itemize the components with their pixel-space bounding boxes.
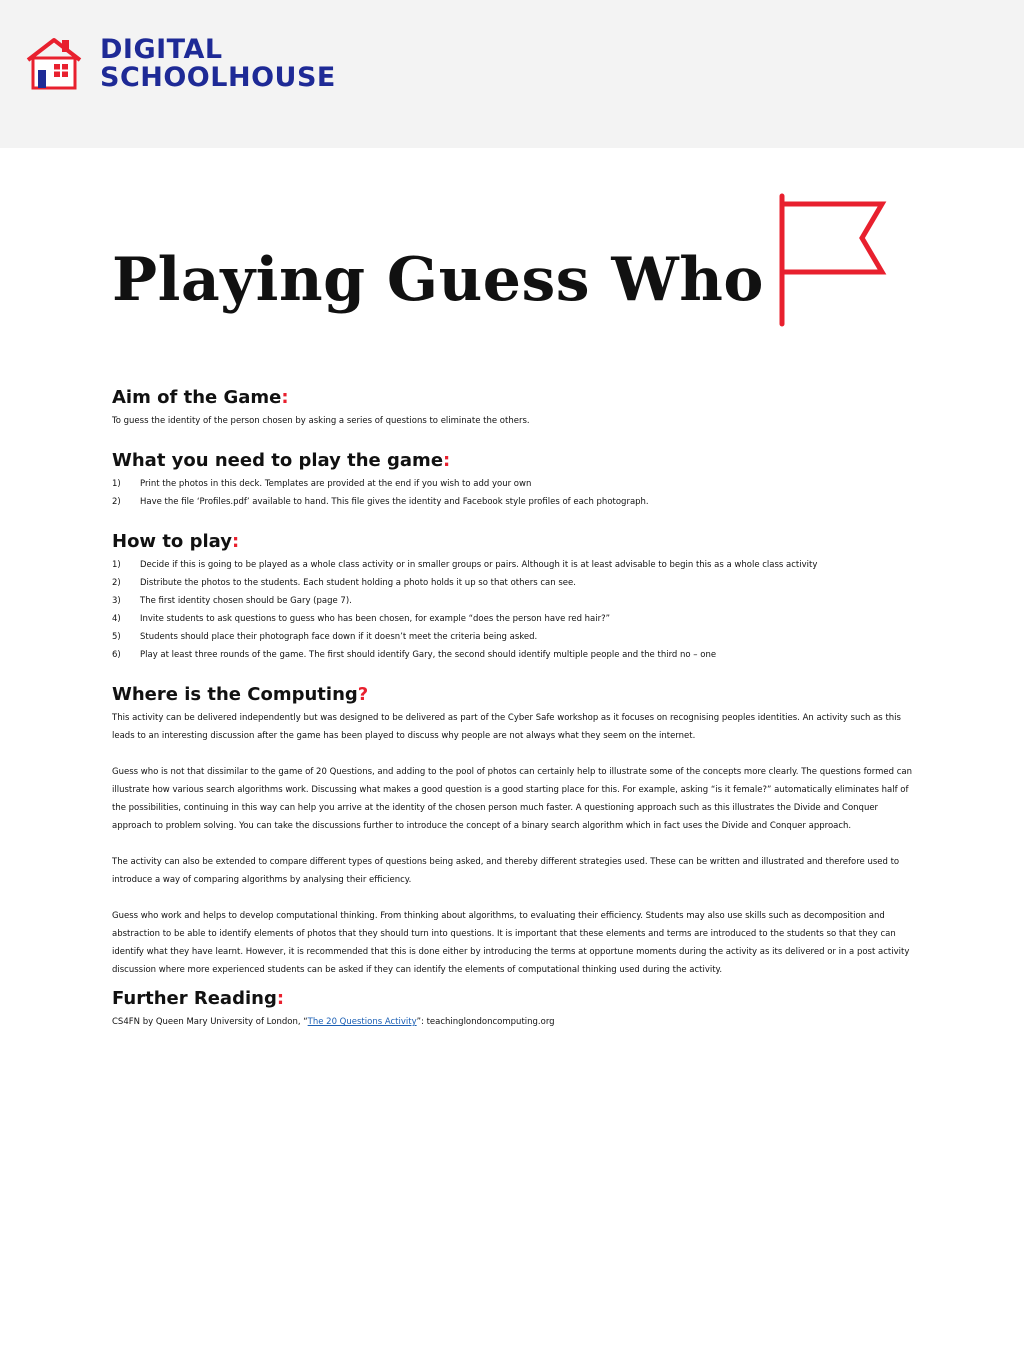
aim-heading-mark: : [281,387,289,408]
computing-heading-text: Where is the Computing [112,684,358,705]
brand-line-1: DIGITAL [100,34,223,65]
list-item-number: 1) [112,479,121,489]
list-item-number: 6) [112,650,121,660]
list-item [112,646,912,664]
further-heading-mark: : [276,988,285,1009]
need-list [112,475,912,511]
list-item-number: 1) [112,560,121,570]
need-heading [112,447,912,475]
list-item-text: Decide if this is going to be played as a whole class activity or in smaller groups or pairs. Although it is at least advisable to begin this as a whole class activity [140,560,818,570]
document-body [112,384,912,1031]
list-item-text: The first identity chosen should be Gary (page 7). [140,596,352,606]
list-item-number: 2) [112,497,121,507]
list-item-text: Have the file ‘Profiles.pdf’ available to hand. This file gives the identity and Facebook style profiles of each photograph. [140,497,649,507]
list-item [112,628,912,646]
list-item [112,475,912,493]
how-heading-text: How to play [112,531,232,552]
flag-icon [772,192,892,328]
list-item [112,493,912,511]
list-item-text: Students should place their photograph face down if it doesn’t meet the criteria being asked. [140,632,538,642]
further-heading-text: Further Reading [112,988,277,1009]
list-item-text: Play at least three rounds of the game. The first should identify Gary, the second should identify multiple people and the third no – one [140,650,717,660]
list-item-number: 4) [112,614,121,624]
computing-paragraph-3: The activity can also be extended to compare different types of questions being asked, and thereby different strategies used. These can be written and illustrated and therefore used to introduce a way of comparing algorithms by analysing their efficiency. [112,857,900,885]
aim-heading [112,384,912,412]
list-item [112,574,912,592]
house-logo-icon [24,34,84,94]
questions-activity-link[interactable]: The 20 Questions Activity [307,1017,417,1027]
header-band [0,0,1024,148]
list-item [112,610,912,628]
need-heading-mark: : [443,450,451,471]
brand-wordmark [100,36,336,92]
computing-paragraph-2: Guess who is not that dissimilar to the game of 20 Questions, and adding to the pool of photos can certainly help to illustrate some of the concepts more clearly. The questions formed can illustrate how various search algorithms work. Discussing what makes a good question is a good starting place for this. For example, asking “is it female?” automatically eliminates half of the possibilities, continuing in this way can help you arrive at the identity of the chosen person much faster. A questioning approach such as this illustrates the Divide and Conquer approach to problem solving. You can take the discussions further to introduce the concept of a binary search algorithm which in fact uses the Divide and Conquer approach. [112,767,912,831]
further-reading-citation [112,1013,912,1031]
list-item-text: Invite students to ask questions to guess who has been chosen, for example “does the person have red hair?” [140,614,611,624]
computing-paragraph-4: Guess who work and helps to develop computational thinking. From thinking about algorithms, to evaluating their efficiency. Students may also use skills such as decomposition and abstraction to be able to identify elements of photos that they should turn into questions. It is important that these elements and terms are introduced to the students so that they can identify what they have learnt. However, it is recommended that this is done either by introducing the terms at opportune moments during the activity as its delivered or in a post activity discussion where more experienced students can be asked if they can identify the elements of computational thinking used during the activity. [112,911,910,975]
citation-prefix: CS4FN by Queen Mary University of London, “ [112,1017,308,1027]
need-heading-text: What you need to play the game [112,450,444,471]
how-heading-mark: : [231,531,240,552]
list-item-number: 2) [112,578,121,588]
citation-suffix: ”: teachinglondoncomputing.org [416,1017,555,1027]
aim-text: To guess the identity of the person chosen by asking a series of questions to eliminate the others. [112,416,530,426]
list-item [112,592,912,610]
list-item-number: 3) [112,596,121,606]
list-item [112,556,912,574]
aim-heading-text: Aim of the Game [112,387,282,408]
brand-line-2: SCHOOLHOUSE [100,62,336,93]
page-title: Playing Guess Who [112,245,764,315]
computing-paragraph-1: This activity can be delivered independently but was designed to be delivered as part of the Cyber Safe workshop as it focuses on recognising peoples identities. An activity such as this leads to an interesting discussion after the game has been played to discuss why people are not always what they seem on the internet. [112,713,901,741]
computing-heading [112,681,912,709]
list-item-number: 5) [112,632,121,642]
how-list [112,556,912,664]
how-heading [112,528,912,556]
computing-heading-mark: ? [357,684,369,705]
list-item-text: Print the photos in this deck. Templates are provided at the end if you wish to add your own [140,479,532,489]
further-heading [112,985,912,1013]
list-item-text: Distribute the photos to the students. Each student holding a photo holds it up so that others can see. [140,578,576,588]
